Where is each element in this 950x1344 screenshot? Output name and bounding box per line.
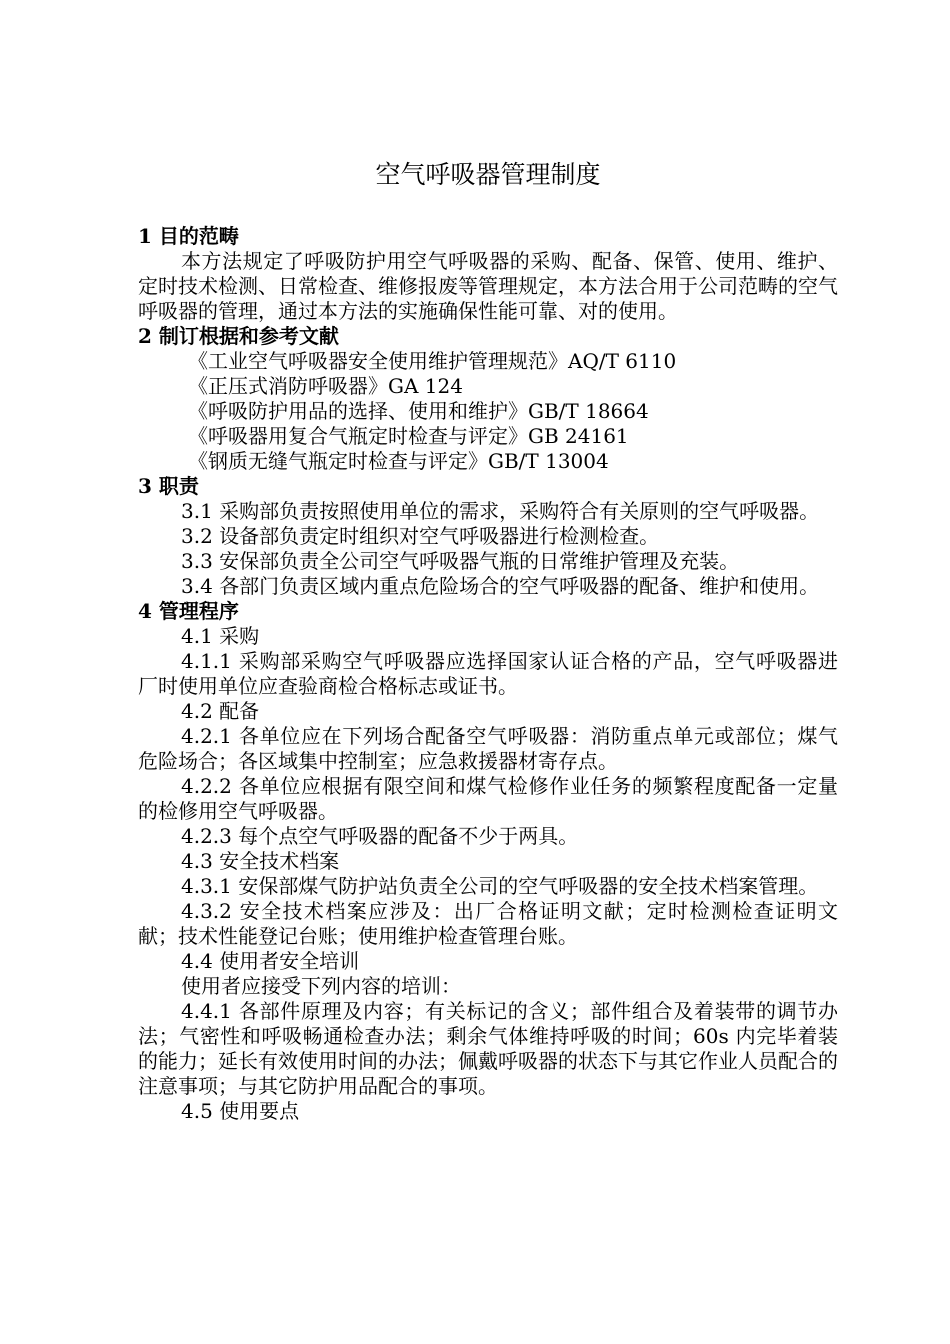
paragraph: 4.4.1 各部件原理及内容；有关标记的含义；部件组合及着装带的调节办法；气密性和呼吸畅通检查办法；剩余气体维持呼吸的时间；60s 内完毕着装的能力；延长有效使用时间的办法；佩戴呼吸器的状态下与其它作业人员配合的注意事项；与其它防护用品配合的事项。 — [138, 999, 838, 1098]
page-title: 空气呼吸器管理制度 — [375, 160, 601, 189]
paragraph: 4.2.1 各单位应在下列场合配备空气呼吸器：消防重点单元或部位；煤气危险场合；各区域集中控制室；应急救援器材寄存点。 — [138, 724, 838, 773]
paragraph: 4.3.1 安保部煤气防护站负责全公司的空气呼吸器的安全技术档案管理。 — [181, 874, 819, 898]
paragraph: 3.1 采购部负责按照使用单位的需求，采购符合有关原则的空气呼吸器。 — [181, 499, 820, 523]
reference-item: 《钢质无缝气瓶定时检查与评定》GB/T 13004 — [188, 449, 609, 473]
paragraph: 3.3 安保部负责全公司空气呼吸器气瓶的日常维护管理及充装。 — [181, 549, 740, 573]
section-heading: 1 目的范畴 — [138, 224, 239, 248]
reference-item: 《呼吸防护用品的选择、使用和维护》GB/T 18664 — [188, 399, 649, 423]
section-heading: 3 职责 — [138, 474, 199, 498]
document-body — [138, 224, 838, 1124]
section-heading: 2 制订根据和参考文献 — [138, 324, 339, 348]
paragraph: 3.4 各部门负责区域内重点危险场合的空气呼吸器的配备、维护和使用。 — [181, 574, 820, 598]
paragraph: 3.2 设备部负责定时组织对空气呼吸器进行检测检查。 — [181, 524, 660, 548]
subsection-heading: 4.2 配备 — [181, 699, 260, 723]
reference-item: 《呼吸器用复合气瓶定时检查与评定》GB 24161 — [188, 424, 629, 448]
section-heading: 4 管理程序 — [138, 599, 239, 623]
subsection-heading: 4.5 使用要点 — [181, 1099, 300, 1123]
reference-item: 《正压式消防呼吸器》GA 124 — [188, 374, 463, 398]
paragraph: 使用者应接受下列内容的培训： — [181, 974, 461, 998]
paragraph: 4.1.1 采购部采购空气呼吸器应选择国家认证合格的产品，空气呼吸器进厂时使用单位应查验商检合格标志或证书。 — [138, 649, 838, 698]
paragraph: 本方法规定了呼吸防护用空气呼吸器的采购、配备、保管、使用、维护、定时技术检测、日常检查、维修报废等管理规定，本方法合用于公司范畴的空气呼吸器的管理，通过本方法的实施确保性能可靠、对的使用。 — [138, 249, 838, 323]
paragraph: 4.3.2 安全技术档案应涉及：出厂合格证明文献；定时检测检查证明文献；技术性能登记台账；使用维护检查管理台账。 — [138, 899, 838, 948]
subsection-heading: 4.4 使用者安全培训 — [181, 949, 360, 973]
paragraph: 4.2.2 各单位应根据有限空间和煤气检修作业任务的频繁程度配备一定量的检修用空气呼吸器。 — [138, 774, 838, 823]
paragraph: 4.2.3 每个点空气呼吸器的配备不少于两具。 — [181, 824, 579, 848]
subsection-heading: 4.3 安全技术档案 — [181, 849, 340, 873]
subsection-heading: 4.1 采购 — [181, 624, 260, 648]
reference-item: 《工业空气呼吸器安全使用维护管理规范》AQ/T 6110 — [188, 349, 677, 373]
